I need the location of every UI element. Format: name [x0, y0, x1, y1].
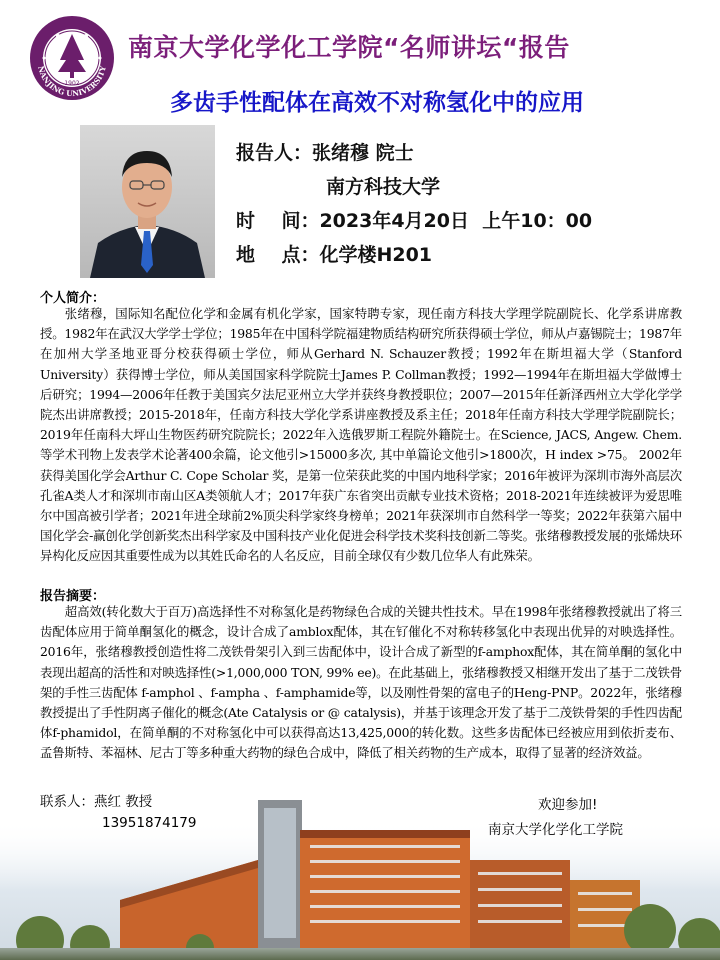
organizer-name: 南京大学化学化工学院: [488, 822, 623, 838]
contact-phone: 13951874179: [102, 815, 197, 831]
university-seal-logo: [28, 14, 116, 102]
event-title: 南京大学化学化工学院“名师讲坛“报告: [128, 33, 570, 62]
abstract-text: 超高效(转化数大于百万)高选择性不对称氢化是药物绿色合成的关键共性技术。早在1998年张绪穆教授就出了将三齿配体应用于简单酮氢化的概念，设计合成了amblox配体，其在钌催化不对称转移氢化中表现出优异的对映选择性。2016年，张绪穆教授创造性将二茂铁骨架引入到三齿配体中，设计合成了新型的f-amphox配体，其在简单酮的氢化中表现出超高的活性和对映选择性(>1,000,000 TON, 99% ee)。在此基础上，张绪穆教授又相继开发出了基于二茂铁骨架的手性三齿配体 f-amphol 、f-ampha 、f-amphamide等，以及刚性骨架的富电子的Heng-PNP。2022年，张绪穆教授提出了手性阴离子催化的概念(Ate Catalysis or @ catalysis)，并基于该理念开发了基于二茂铁骨架的手性四齿配体f-phamidol，在简单酮的不对称氢化中可以获得高达13,425,000的转化数。这些多齿配体已经被应用到依折麦布、孟鲁斯特、苯福林、尼古丁等多种重大药物的绿色合成中，降低了相关药物的生产成本，取得了显著的经济效益。: [40, 604, 682, 761]
logo-year: 1902: [64, 80, 80, 87]
speaker-name: 报告人：张绪穆 院士: [236, 142, 414, 164]
speaker-affiliation: 南方科技大学: [326, 176, 441, 198]
speaker-info: [236, 136, 592, 272]
talk-title: 多齿手性配体在高效不对称氢化中的应用: [170, 90, 584, 116]
abstract-heading: 报告摘要：: [40, 589, 106, 604]
bio-heading: 个人简介：: [40, 291, 106, 306]
talk-time: 时 间：2023年4月20日 上午10：00: [236, 210, 593, 232]
speaker-photo: [80, 125, 215, 278]
talk-place: 地 点：化学楼H201: [236, 244, 433, 266]
contact-person: 联系人：燕红 教授: [40, 794, 153, 810]
welcome-text: 欢迎参加!: [538, 797, 598, 813]
contact-block: [40, 792, 196, 834]
bio-text: 张绪穆，国际知名配位化学和金属有机化学家，国家特聘专家，现任南方科技大学理学院副院长、化学系讲席教授。1982年在武汉大学学士学位；1985年在中国科学院福建物质结构研究所获得硕士学位，师从卢嘉锡院士；1987年在加州大学圣地亚哥分校获得硕士学位，师从Gerhard N. Schauzer教授；1992年在斯坦福大学（Stanford University）获得博士学位，师从美国国家科学院院士James P. Collman教授；1992—1994年在斯坦福大学做博士后研究；1994—2006年任教于美国宾夕法尼亚州立大学并获终身教授职位；2007—2015年任新泽西州立大学化学学院杰出讲席教授；2015-2018年，任南方科技大学化学系讲座教授及系主任；2018年任南方科技大学理学院副院长；2019年任南科大坪山生物医药研究院院长；2022年入选俄罗斯工程院外籍院士。在Science, JACS, Angew. Chem. 等学术刊物上发表学术论著400余篇，论文他引>15000多次, 其中单篇论文他引>1800次，H index >75。 2002年获得美国化学会Arthur C. Cope Scholar 奖，是第一位荣获此奖的中国内地科学家；2016年被评为深圳市海外高层次孔雀A类人才和深圳市南山区A类领航人才；2017年获广东省突出贡献专业技术资格；2018-2021年连续被评为爱思唯尔中国高被引学者；2021年进全球前2%顶尖科学家终身榜单；2021年获深圳市自然科学一等奖；2022年获第六届中国化学会-赢创化学创新奖杰出科学家及中国科技产业化促进会科学技术奖科技创新二等奖。张绪穆教授发展的张烯炔环异构化反应因其重要性成为以其姓氏命名的人名反应，目前全球仅有少数几位华人有此殊荣。: [40, 306, 682, 564]
logo-ring-text: NANJING UNIVERSITY: [36, 65, 108, 99]
